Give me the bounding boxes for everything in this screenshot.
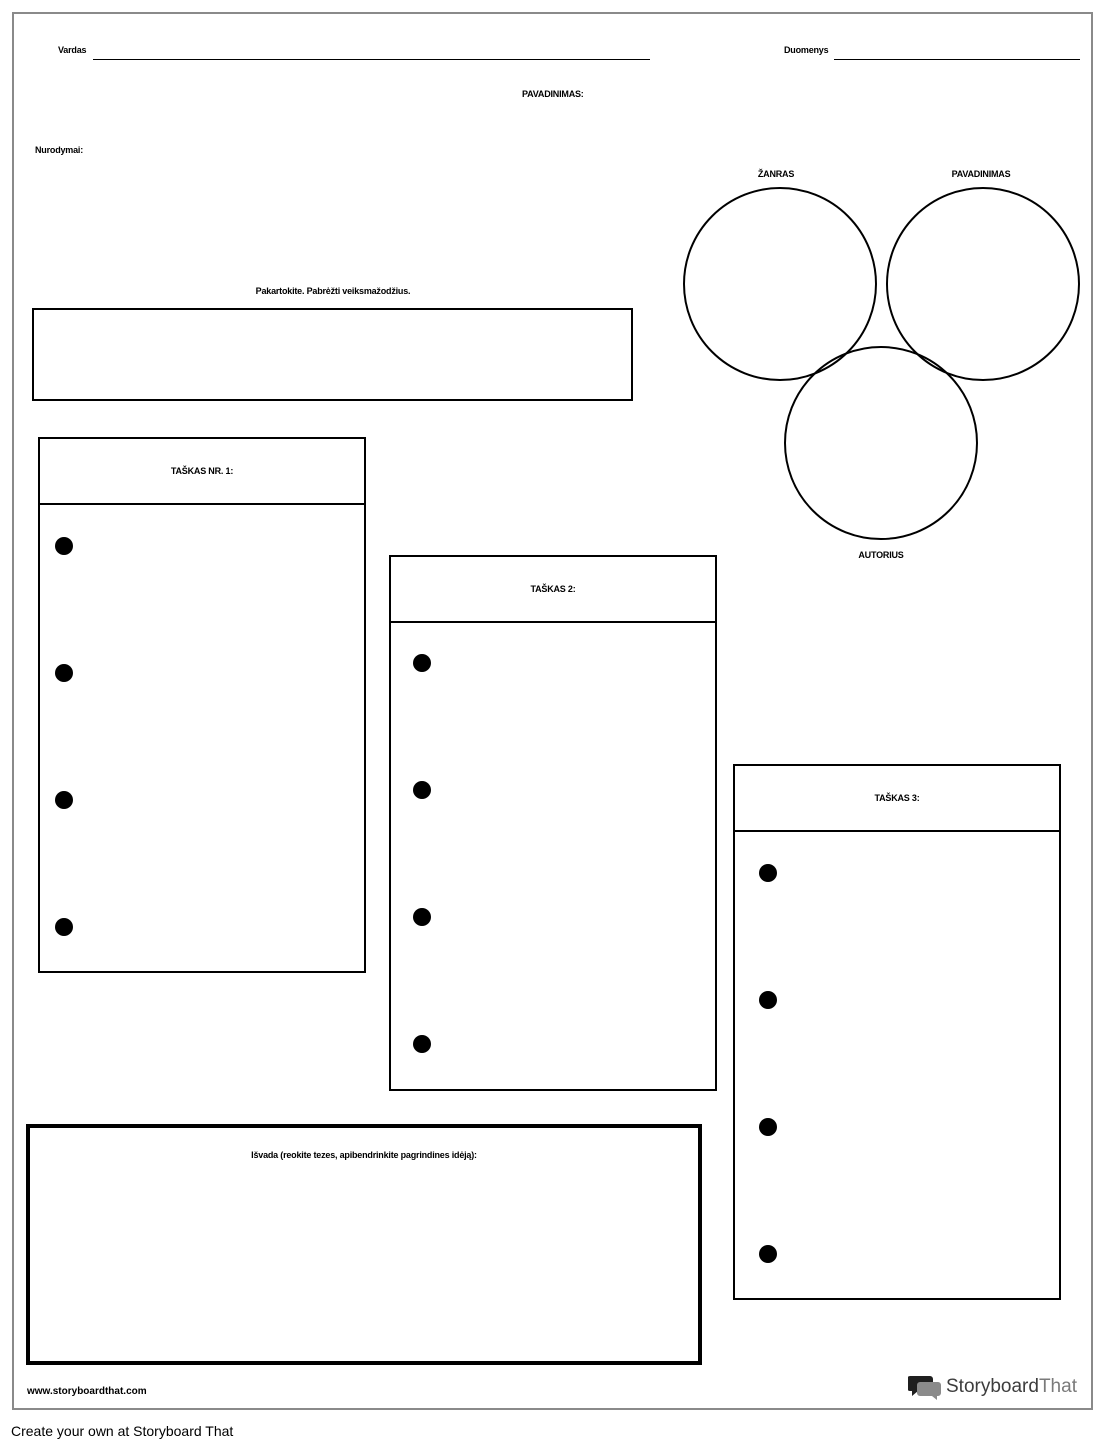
point-1-header [40, 439, 364, 505]
storyboardthat-logo[interactable] [908, 1374, 1077, 1400]
name-label: Vardas [58, 45, 87, 55]
point-3-card [733, 764, 1061, 1300]
title-label: PAVADINIMAS: [522, 89, 584, 99]
speech-bubbles-icon [908, 1374, 942, 1400]
point-2-bullet [413, 908, 431, 926]
restate-box[interactable] [32, 308, 633, 401]
author-circle [785, 347, 977, 539]
point-3-header [735, 766, 1059, 832]
point-3-bullet [759, 991, 777, 1009]
point-2-label: TAŠKAS 2: [530, 584, 576, 594]
point-1-bullet [55, 918, 73, 936]
venn-genre-label: ŽANRAS [757, 169, 795, 179]
venn-diagram [670, 180, 1090, 550]
point-1-bullet [55, 664, 73, 682]
point-3-label: TAŠKAS 3: [874, 793, 920, 803]
title-circle [887, 188, 1079, 380]
logo-word-light: That [1038, 1376, 1077, 1397]
point-3-bullet [759, 864, 777, 882]
point-3-bullet [759, 1118, 777, 1136]
genre-circle [684, 188, 876, 380]
storyboardthat-credit[interactable]: Create your own at Storyboard That [11, 1423, 234, 1439]
venn-title-label: PAVADINIMAS [951, 169, 1011, 179]
point-1-card [38, 437, 366, 973]
point-2-bullet [413, 654, 431, 672]
point-2-card [389, 555, 717, 1091]
point-3-bullet [759, 1245, 777, 1263]
point-1-bullet [55, 537, 73, 555]
date-label: Duomenys [784, 45, 829, 55]
venn-author-label: AUTORIUS [858, 550, 904, 560]
instructions-label: Nurodymai: [35, 145, 84, 155]
point-2-bullet [413, 1035, 431, 1053]
point-1-label: TAŠKAS NR. 1: [170, 466, 234, 476]
name-field[interactable] [93, 59, 650, 60]
conclusion-box[interactable] [26, 1124, 702, 1365]
restate-label: Pakartokite. Pabrėžti veiksmažodžius. [255, 286, 411, 296]
point-1-bullet [55, 791, 73, 809]
point-2-bullet [413, 781, 431, 799]
logo-word-bold: Storyboard [946, 1376, 1039, 1397]
date-field[interactable] [834, 59, 1080, 60]
point-2-header [391, 557, 715, 623]
conclusion-label: Išvada (reokite tezes, apibendrinkite pagrindines idėją): [251, 1150, 477, 1160]
footer-url[interactable]: www.storyboardthat.com [27, 1386, 147, 1397]
